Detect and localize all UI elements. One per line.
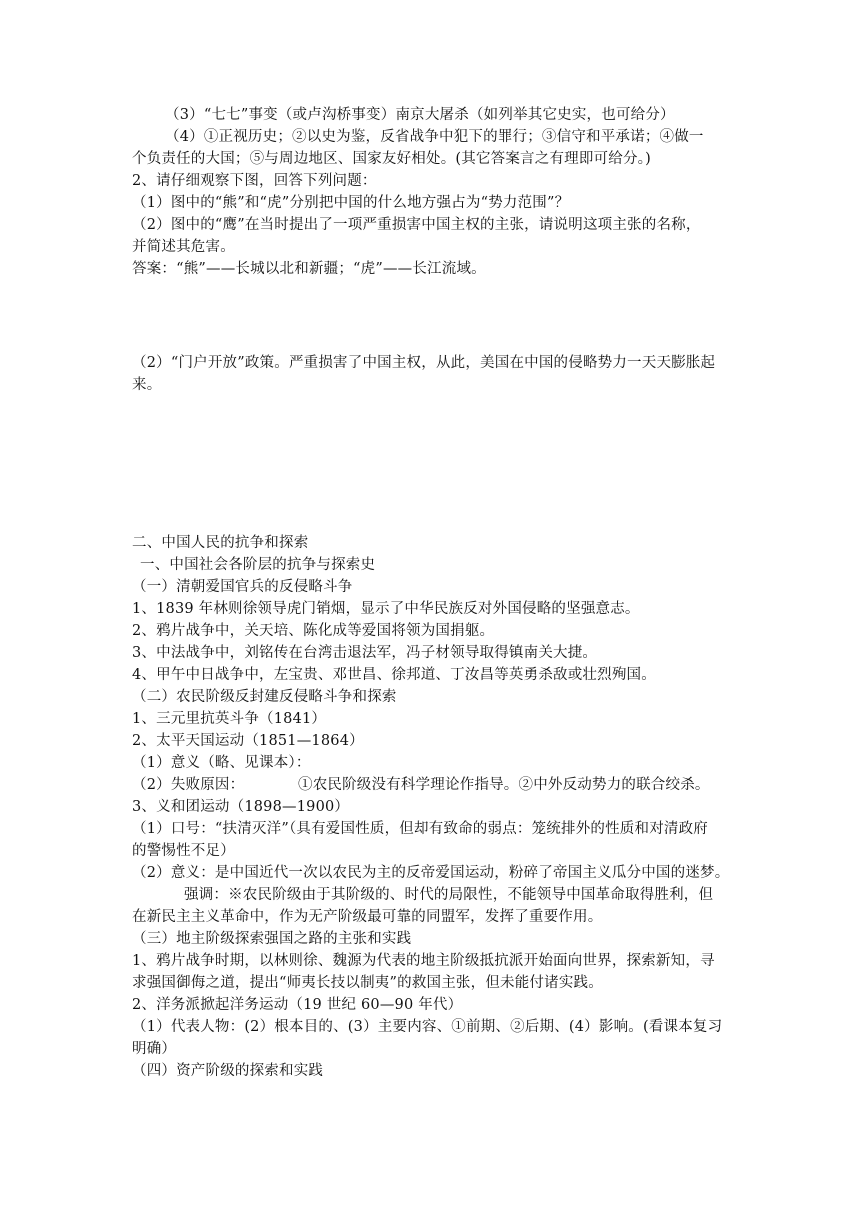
subsection-heading: 一、中国社会各阶层的抗争与探索史 [140,557,376,573]
emphasis-line-1: 强调：※农民阶级由于其阶级的、时代的局限性，不能领导中国革命取得胜利，但 [184,887,714,903]
topic-2-item-2: 2、太平天国运动（1851—1864） [132,733,364,749]
answer-part-2-line-1: （2）“门户开放”政策。严重损害了中国主权，从此，美国在中国的侵略势力一天天膨胀起 [132,355,716,371]
topic-1-heading: （一）清朝爱国官兵的反侵略斗争 [132,579,353,595]
topic-2-item-2-failure-reasons: ①农民阶级没有科学理论作指导。②中外反动势力的联合绞杀。 [298,777,710,793]
topic-3-heading: （三）地主阶级探索强国之路的主张和实践 [132,931,412,947]
topic-2-item-3: 3、义和团运动（1898—1900） [132,799,350,815]
topic-2-item-1: 1、三元里抗英斗争（1841） [132,711,327,727]
topic-2-item-3-slogan-line-2: 的警惕性不足） [132,843,235,859]
question-2-part-2-line-1: （2）图中的“鹰”在当时提出了一项严重损害中国主权的主张，请说明这项主张的名称， [132,217,701,233]
topic-3-item-2-details-line-1: （1）代表人物：(2）根本目的、(3）主要内容、①前期、②后期、(4）影响。(看课本复习 [132,1019,723,1035]
topic-2-item-2-failure-label: （2）失败原因： [132,777,245,793]
answer-4-line-1: （4）①正视历史；②以史为鉴，反省战争中犯下的罪行；③信守和平承诺；④做一 [165,129,704,145]
answer-part-1: 答案：“熊”——长城以北和新疆；“虎”——长江流域。 [132,261,486,277]
topic-1-item-4: 4、甲午中日战争中，左宝贵、邓世昌、徐邦道、丁汝昌等英勇杀敌或壮烈殉国。 [132,667,656,683]
emphasis-line-2: 在新民主主义革命中，作为无产阶级最可靠的同盟军，发挥了重要作用。 [132,909,603,925]
answer-3-line: （3）“七七”事变（或卢沟桥事变）南京大屠杀（如列举其它史实，也可给分） [165,107,675,123]
question-2-heading: 2、请仔细观察下图，回答下列问题： [132,173,377,189]
topic-1-item-3: 3、中法战争中，刘铭传在台湾击退法军，冯子材领导取得镇南关大捷。 [132,645,598,661]
topic-2-item-2-significance: （1）意义（略、见课本）： [132,755,311,771]
topic-3-item-2-details-line-2: 明确） [132,1041,177,1057]
answer-part-2-line-2: 来。 [132,377,162,393]
topic-3-item-2: 2、洋务派掀起洋务运动（19 世纪 60—90 年代） [132,997,463,1013]
topic-3-item-1-line-2: 求强国御侮之道，提出“师夷长技以制夷”的救国主张，但未能付诸实践。 [132,975,603,991]
topic-4-heading: （四）资产阶级的探索和实践 [132,1063,324,1079]
topic-1-item-1: 1、1839 年林则徐领导虎门销烟，显示了中华民族反对外国侵略的坚强意志。 [132,601,640,617]
topic-3-item-1-line-1: 1、鸦片战争时期，以林则徐、魏源为代表的地主阶级抵抗派开始面向世界，探索新知，寻 [132,953,715,969]
topic-1-item-2: 2、鸦片战争中，关天培、陈化成等爱国将领为国捐躯。 [132,623,495,639]
section-heading: 二、中国人民的抗争和探索 [132,535,309,551]
question-2-part-1: （1）图中的“熊”和“虎”分别把中国的什么地方强占为“势力范围”？ [132,195,570,211]
answer-4-line-2: 个负责任的大国；⑤与周边地区、国家友好相处。(其它答案言之有理即可给分。) [132,151,651,167]
question-2-part-2-line-2: 并简述其危害。 [132,239,235,255]
topic-2-item-3-slogan-line-1: （1）口号：“扶清灭洋”（具有爱国性质，但却有致命的弱点：笼统排外的性质和对清政府 [132,821,708,837]
topic-2-heading: （二）农民阶级反封建反侵略斗争和探索 [132,689,397,705]
topic-2-item-3-significance: （2）意义：是中国近代一次以农民为主的反帝爱国运动，粉碎了帝国主义瓜分中国的迷梦。 [132,865,730,881]
